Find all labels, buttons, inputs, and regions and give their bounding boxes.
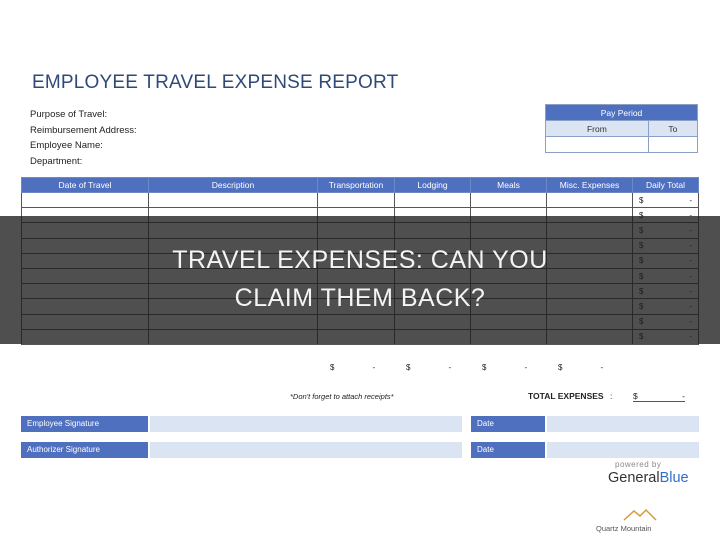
receipt-reminder: *Don't forget to attach receipts* (290, 392, 394, 401)
overlay-title-line1: TRAVEL EXPENSES: CAN YOU (172, 246, 548, 274)
table-cell[interactable] (471, 193, 547, 208)
pay-period-title: Pay Period (546, 105, 698, 121)
report-title: EMPLOYEE TRAVEL EXPENSE REPORT (32, 72, 399, 93)
employee-date-field[interactable] (547, 416, 699, 432)
pay-period-table (545, 104, 698, 153)
column-header: Meals (471, 178, 547, 193)
column-header: Date of Travel (22, 178, 149, 193)
misc-total: $ - (558, 363, 604, 372)
title-overlay-banner (0, 216, 720, 344)
table-cell[interactable] (395, 193, 471, 208)
total-expenses-value: $ - (633, 391, 685, 401)
column-header: Daily Total (633, 178, 699, 193)
employee-signature-label: Employee Signature (21, 416, 148, 432)
table-cell[interactable] (22, 193, 149, 208)
logo-caption: Quartz Mountain (596, 524, 652, 533)
employee-date-label: Date (471, 416, 545, 432)
daily-total-cell: $ - (633, 193, 699, 208)
total-expenses-label: TOTAL EXPENSES (528, 391, 604, 401)
mountain-logo-icon (622, 508, 658, 522)
total-expenses-colon: : (610, 391, 613, 401)
table-cell[interactable] (318, 193, 395, 208)
authorizer-date-field[interactable] (547, 442, 699, 458)
authorizer-date-label: Date (471, 442, 545, 458)
address-label: Reimbursement Address: (30, 124, 137, 136)
info-labels (30, 107, 137, 169)
column-header: Lodging (395, 178, 471, 193)
purpose-label: Purpose of Travel: (30, 109, 108, 120)
column-header: Transportation (318, 178, 395, 193)
column-header: Misc. Expenses (547, 178, 633, 193)
employee-name-label: Employee Name: (30, 140, 103, 151)
overlay-title-line2: CLAIM THEM BACK? (234, 284, 486, 312)
table-cell[interactable] (547, 193, 633, 208)
column-header: Description (149, 178, 318, 193)
meals-total: $ - (482, 363, 528, 372)
powered-by-text: powered by (615, 460, 662, 469)
pay-period-from-field[interactable] (546, 137, 649, 153)
pay-period-to-label: To (648, 121, 697, 137)
authorizer-signature-label: Authorizer Signature (21, 442, 148, 458)
employee-signature-field[interactable] (150, 416, 462, 432)
department-label: Department: (30, 155, 83, 167)
pay-period-from-label: From (546, 121, 649, 137)
brand-logo: GeneralBlue (608, 470, 689, 486)
table-cell[interactable] (149, 193, 318, 208)
lodging-total: $ - (406, 363, 452, 372)
transport-total: $ - (330, 363, 376, 372)
table-row (22, 193, 699, 208)
expense-table-header (22, 178, 699, 193)
authorizer-signature-field[interactable] (150, 442, 462, 458)
pay-period-to-field[interactable] (648, 137, 697, 153)
